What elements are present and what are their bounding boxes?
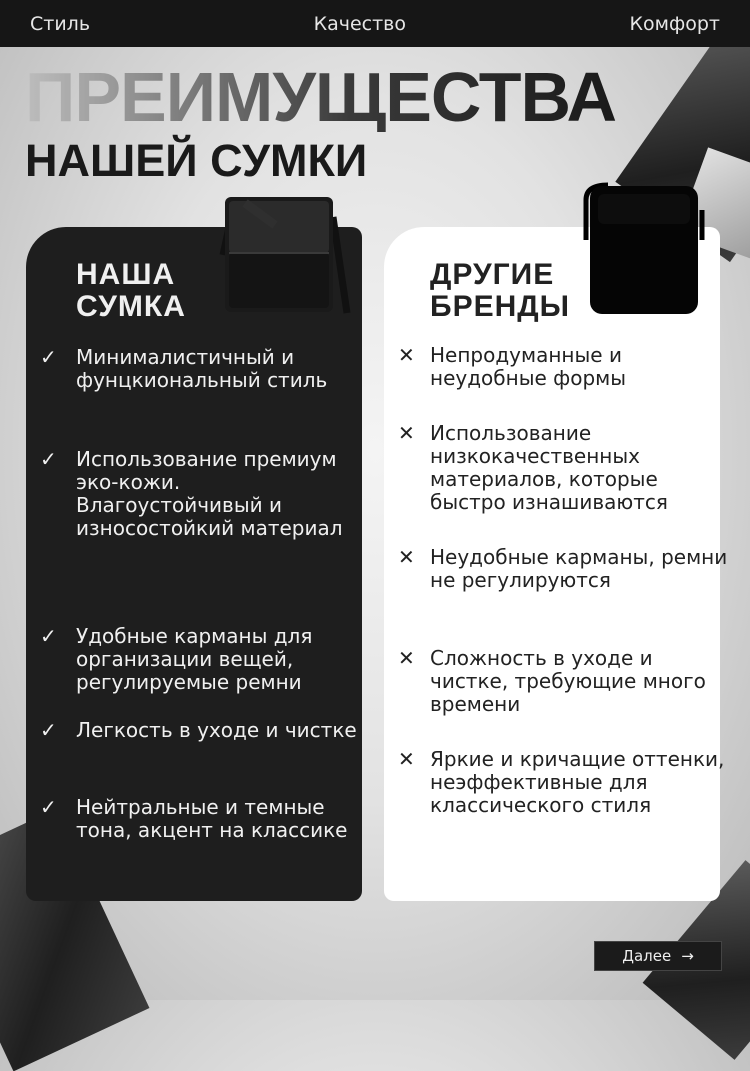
check-icon: ✓ xyxy=(40,345,57,369)
other-brands-card xyxy=(384,227,728,901)
list-item-text: Яркие и кричащие оттенки, неэффективные для классического стиля xyxy=(430,747,725,817)
cross-icon: ✕ xyxy=(398,545,415,569)
arrow-right-icon: → xyxy=(681,947,694,965)
next-button-label: Далее xyxy=(622,947,672,965)
list-item-text: Использование премиум эко-кожи. Влагоустойчивый и износостойкий материал xyxy=(76,447,343,540)
page-headline xyxy=(25,58,617,186)
list-item-text: Неудобные карманы, ремни не регулируются xyxy=(430,545,728,592)
cross-icon: ✕ xyxy=(398,747,415,771)
list-item-text: Минималистичный и фунцкиональный стиль xyxy=(76,345,328,392)
list-item-text: Удобные карманы для организации вещей, регулируемые ремни xyxy=(76,624,313,694)
nav-item-quality[interactable]: Качество xyxy=(313,12,406,35)
other-brands-title-line1: ДРУГИЕ xyxy=(430,258,555,291)
other-brands-title-line2: БРЕНДЫ xyxy=(430,290,570,323)
check-icon: ✓ xyxy=(40,718,57,742)
list-item-text: Сложность в уходе и чистке, требующие много времени xyxy=(430,646,706,716)
headline-line2: НАШЕЙ СУМКИ xyxy=(25,135,368,186)
list-item-text: Использование низкокачественных материалов, которые быстро изнашиваются xyxy=(430,421,668,514)
our-bag-title xyxy=(76,259,186,323)
headline-line1: ПРЕИМУЩЕСТВА xyxy=(25,58,617,136)
our-bag-image xyxy=(215,195,353,315)
other-brand-bag-image xyxy=(578,180,710,320)
list-item-text: Непродуманные и неудобные формы xyxy=(430,343,627,390)
nav-item-style[interactable]: Стиль xyxy=(30,12,91,35)
cross-icon: ✕ xyxy=(398,646,415,670)
check-icon: ✓ xyxy=(40,447,57,471)
top-nav xyxy=(0,0,750,47)
nav-item-comfort[interactable]: Комфорт xyxy=(629,12,720,35)
list-item-text: Нейтральные и темные тона, акцент на классике xyxy=(76,795,348,842)
list-item-text: Легкость в уходе и чистке xyxy=(76,718,357,742)
our-bag-title-line2: СУМКА xyxy=(76,290,186,323)
our-bag-card xyxy=(26,227,362,901)
check-icon: ✓ xyxy=(40,795,57,819)
check-icon: ✓ xyxy=(40,624,57,648)
our-bag-title-line1: НАША xyxy=(76,258,176,291)
next-button[interactable] xyxy=(594,941,722,971)
cross-icon: ✕ xyxy=(398,421,415,445)
other-brands-title xyxy=(430,259,570,323)
cross-icon: ✕ xyxy=(398,343,415,367)
